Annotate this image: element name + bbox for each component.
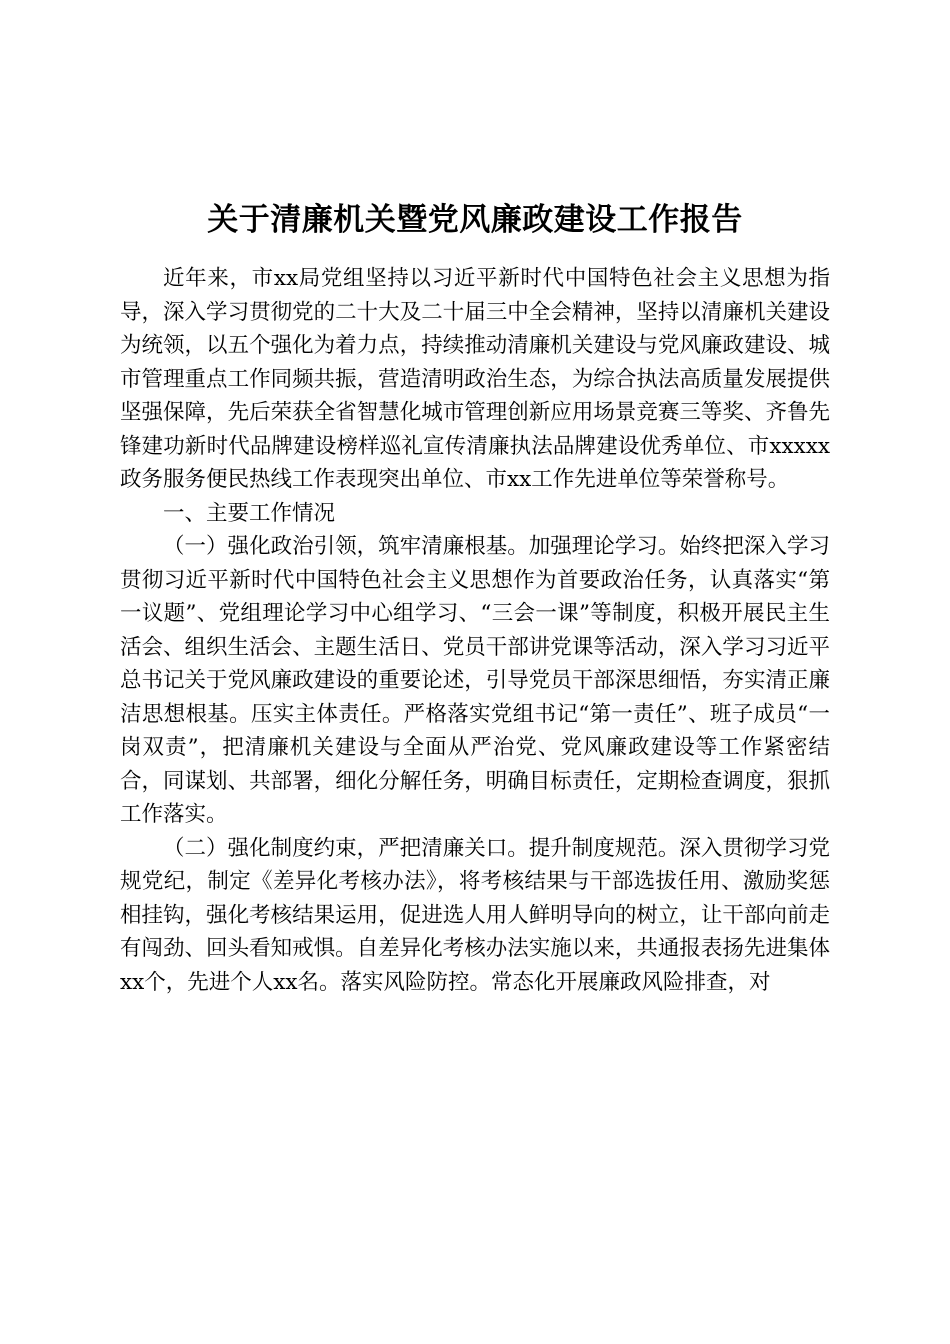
section-heading-main-work: 一、主要工作情况 [163, 500, 336, 526]
paragraph-institutional-constraint: （二）强化制度约束，严把清廉关口。提升制度规范。深入贯彻学习党规党纪，制定《差异化考核办法》，将考核结果与干部选拔任用、激励奖惩相挂钩，强化考核结果运用，促进选人用人鲜明导向的树立，让干部向前走有闯劲、回头看知戒惧。自差异化考核办法实施以来，共通报表扬先进集体xx个，先进个人xx名。落实风险防控。常态化开展廉政风险排查，对 [120, 835, 830, 995]
intro-paragraph: 近年来，市xx局党组坚持以习近平新时代中国特色社会主义思想为指导，深入学习贯彻党的二十大及二十届三中全会精神，坚持以清廉机关建设为统领，以五个强化为着力点，持续推动清廉机关建设与党风廉政建设、城市管理重点工作同频共振，营造清明政治生态，为综合执法高质量发展提供坚强保障，先后荣获全省智慧化城市管理创新应用场景竞赛三等奖、齐鲁先锋建功新时代品牌建设榜样巡礼宣传清廉执法品牌建设优秀单位、市xxxxx政务服务便民热线工作表现突出单位、市xx工作先进单位等荣誉称号。 [120, 266, 830, 492]
paragraph-political-leadership: （一）强化政治引领，筑牢清廉根基。加强理论学习。始终把深入学习贯彻习近平新时代中国特色社会主义思想作为首要政治任务，认真落实“第一议题”、党组理论学习中心组学习、“三会一课”等制度，积极开展民主生活会、组织生活会、主题生活日、党员干部讲党课等活动，深入学习习近平总书记关于党风廉政建设的重要论述，引导党员干部深思细悟，夯实清正廉洁思想根基。压实主体责任。严格落实党组书记“第一责任”、班子成员“一岗双责”，把清廉机关建设与全面从严治党、党风廉政建设等工作紧密结合，同谋划、共部署，细化分解任务，明确目标责任，定期检查调度，狠抓工作落实。 [120, 534, 830, 827]
document-title: 关于清廉机关暨党风廉政建设工作报告 [207, 202, 743, 238]
document-body [120, 262, 830, 999]
